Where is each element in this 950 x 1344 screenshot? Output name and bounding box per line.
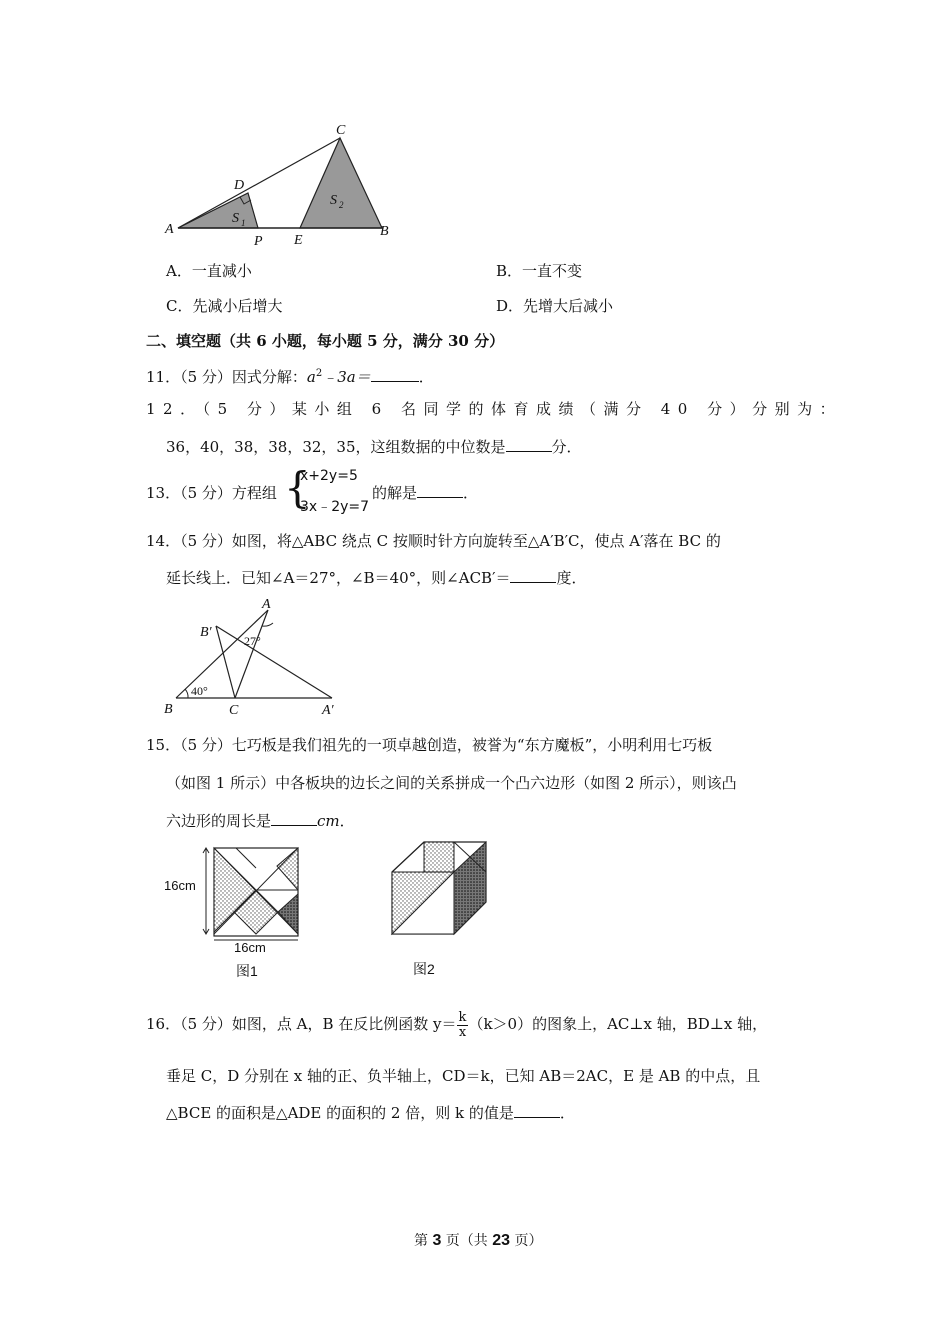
- q13-tail-text: 的解是: [372, 484, 418, 502]
- label-a: A: [262, 597, 271, 612]
- q12-line1: 12．（5 分）某小组 6 名同学的体育成绩（满分 40 分）分别为：: [146, 400, 843, 418]
- seg-ba: [176, 610, 268, 698]
- label-c: C: [229, 703, 239, 718]
- label-c: C: [336, 123, 346, 138]
- seg-ac: [235, 610, 268, 698]
- q15-end: ．: [339, 812, 355, 830]
- q16-end: ．: [559, 1104, 575, 1122]
- q11-exp: 2: [315, 368, 323, 379]
- q15-line3-text: 六边形的周长是: [166, 812, 272, 830]
- small-triangle-s1: [178, 193, 258, 228]
- q16-line1-tail: （k＞0）的图象上，AC⊥x 轴，BD⊥x 轴，: [468, 1015, 768, 1033]
- frac-denominator: x: [458, 1024, 467, 1040]
- answer-blank: [510, 568, 556, 583]
- fig1-caption: 图1: [236, 963, 258, 979]
- seg-bprime-aprime: [216, 626, 332, 698]
- option-d: D．先增大后减小: [496, 297, 614, 315]
- label-27deg: 27°: [244, 634, 261, 648]
- q14-line2: [166, 567, 587, 588]
- footer-post: 页）: [510, 1233, 543, 1249]
- label-p: P: [254, 234, 263, 249]
- tangram-hexagon-figure-2: [392, 842, 486, 934]
- q16-line3-text: △BCE 的面积是△ADE 的面积的 2 倍，则 k 的值是: [166, 1104, 514, 1122]
- q12-end: 分．: [551, 438, 582, 456]
- q11-rest: ﹣3a＝: [322, 368, 371, 386]
- fig2-caption: 图2: [413, 961, 435, 977]
- q16-line3: [166, 1102, 575, 1123]
- label-s1-sub: 1: [241, 218, 246, 228]
- q16-line1: [146, 1008, 767, 1040]
- label-a: A: [165, 222, 174, 237]
- footer-pre: 第: [414, 1233, 433, 1249]
- q14-end: 度．: [556, 569, 587, 587]
- system-brace: {: [284, 463, 311, 512]
- label-40deg: 40°: [191, 684, 208, 698]
- q11-end: ．: [418, 368, 434, 386]
- q13-end: ．: [463, 484, 479, 502]
- label-b-prime: B′: [200, 625, 212, 640]
- label-b: B: [380, 224, 389, 239]
- q14-line2-text: 延长线上．已知∠A＝27°，∠B＝40°，则∠ACB′＝: [166, 569, 511, 587]
- footer-mid: 页（共: [441, 1233, 493, 1249]
- option-c: C．先减小后增大: [166, 297, 283, 315]
- answer-blank: [417, 483, 463, 498]
- label-e: E: [294, 233, 303, 248]
- q14-line1: 14．（5 分）如图，将△ABC 绕点 C 按顺时针方向旋转至△A′B′C，使点 A′落在 BC 的: [146, 532, 721, 550]
- answer-blank: [371, 367, 419, 382]
- answer-blank: [506, 437, 552, 452]
- angle-arc-a: [262, 623, 273, 626]
- q16-line1-text: 16．（5 分）如图，点 A，B 在反比例函数 y＝: [146, 1015, 457, 1033]
- q15-line1: 15．（5 分）七巧板是我们祖先的一项卓越创造，被誉为“东方魔板”，小明利用七巧板: [146, 736, 713, 754]
- label-s2-sub: 2: [339, 200, 344, 210]
- option-b: B．一直不变: [496, 262, 583, 280]
- page-footer: [414, 1230, 543, 1250]
- fig1-bottom-label: 16cm: [234, 940, 266, 955]
- q16-line2: 垂足 C，D 分别在 x 轴的正、负半轴上，CD＝k，已知 AB＝2AC，E 是 AB 的中点，且: [166, 1067, 761, 1085]
- rotation-figure: [160, 596, 350, 718]
- page-number: 3: [432, 1232, 442, 1249]
- q13-eq2: 3x﹣2y=7: [300, 499, 370, 515]
- triangle-figure: [160, 118, 400, 250]
- tangram-figures: [158, 836, 518, 986]
- label-s2: S: [330, 193, 337, 208]
- seg-bprime-c: [216, 626, 235, 698]
- q15-unit: cm: [317, 812, 340, 830]
- answer-blank: [271, 811, 317, 826]
- angle-arc-b: [185, 689, 188, 698]
- tangram-square-figure-1: [203, 848, 298, 940]
- q12-line2: [166, 436, 582, 457]
- q13-num: 13．（5 分）方程组: [146, 484, 277, 502]
- question-11: [146, 366, 434, 387]
- page-total: 23: [492, 1232, 511, 1249]
- q11-a: a: [306, 368, 316, 386]
- option-a: A．一直减小: [166, 262, 252, 280]
- fraction-k-over-x: [457, 1011, 469, 1040]
- q15-line3: [166, 810, 355, 831]
- label-b: B: [164, 702, 173, 717]
- q11-num: 11．（5 分）因式分解：: [146, 368, 307, 386]
- q13-eq1: x+2y=5: [300, 468, 358, 484]
- q15-line2: （如图 1 所示）中各板块的边长之间的关系拼成一个凸六边形（如图 2 所示），则该凸: [166, 774, 737, 792]
- label-d: D: [234, 178, 245, 193]
- label-a-prime: A′: [322, 703, 334, 718]
- fig1-side-label: 16cm: [164, 878, 196, 893]
- label-s1: S: [232, 211, 239, 226]
- q13-tail: [372, 482, 478, 503]
- answer-blank: [514, 1103, 560, 1118]
- frac-numerator: k: [458, 1009, 467, 1025]
- q12-line2-text: 36，40，38，38，32，35，这组数据的中位数是: [166, 438, 506, 456]
- section-title: 二、填空题（共 6 小题，每小题 5 分，满分 30 分）: [146, 332, 505, 350]
- big-triangle-s2: [300, 138, 382, 228]
